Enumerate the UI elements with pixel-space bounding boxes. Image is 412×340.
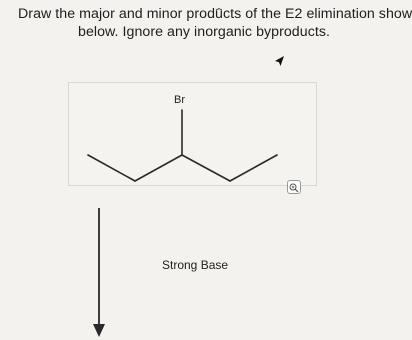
zoom-in-icon (288, 182, 300, 194)
question-line-1: Draw the major and minor products of the E2 elimination show (18, 6, 412, 22)
bond-5 (230, 155, 277, 181)
skeletal-structure (69, 83, 318, 187)
bond-2 (135, 155, 182, 181)
reaction-arrow (90, 208, 108, 340)
zoom-button[interactable] (287, 180, 301, 194)
bromine-label: Br (174, 94, 185, 106)
reactant-structure[interactable] (68, 82, 317, 186)
bond-4 (182, 155, 230, 181)
question-line-2: below. Ignore any inorganic byproducts. (78, 24, 330, 40)
text-caret-mark (215, 8, 223, 11)
mouse-pointer-icon (273, 55, 287, 71)
reagent-label: Strong Base (162, 258, 229, 272)
bond-1 (88, 155, 135, 181)
